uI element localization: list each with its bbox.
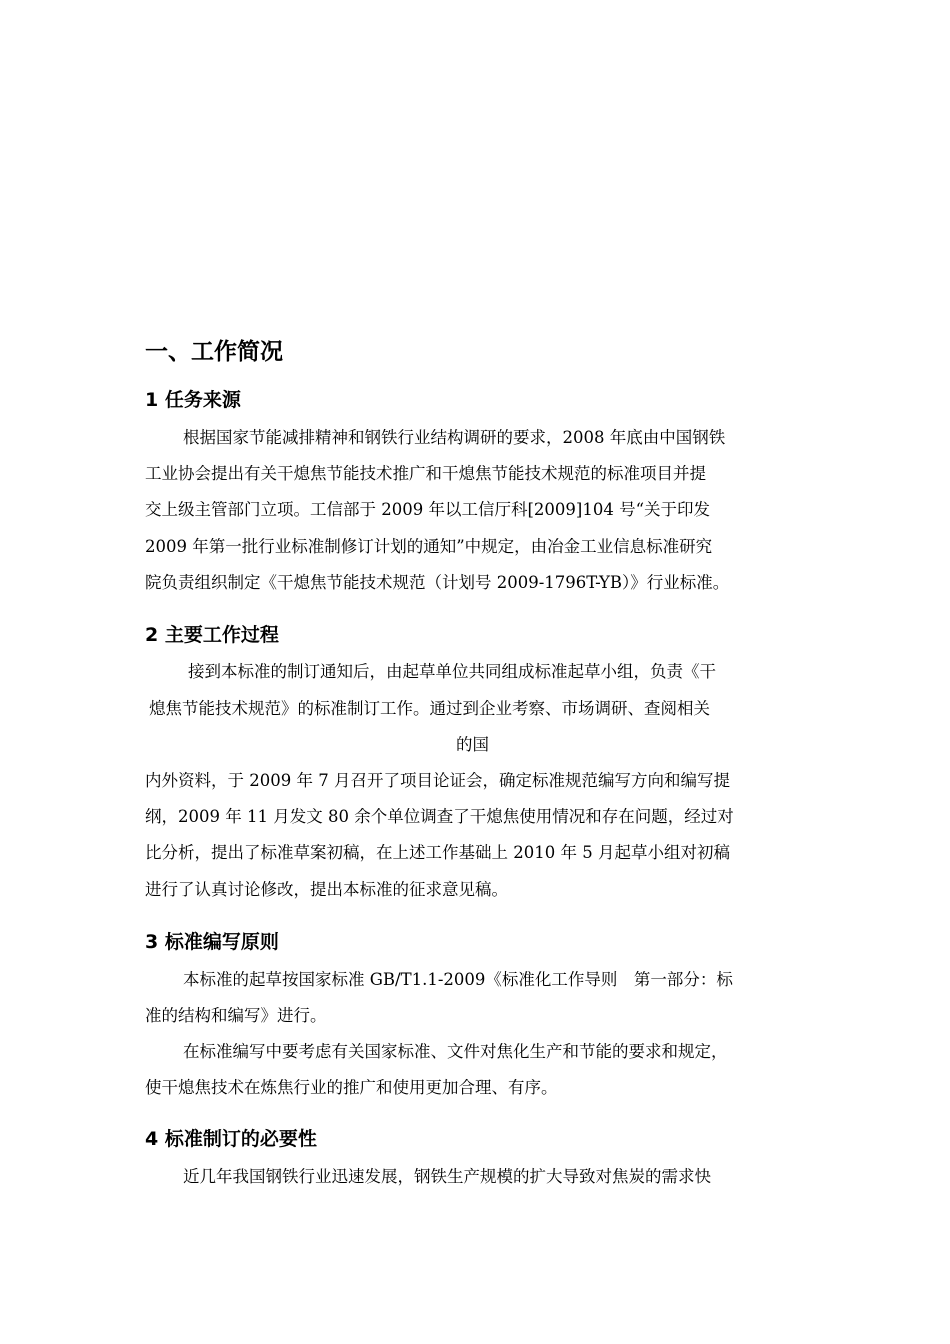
paragraph-line: 的国 bbox=[456, 735, 489, 754]
paragraph-line: 在标准编写中要考虑有关国家标准、文件对焦化生产和节能的要求和规定， bbox=[183, 1042, 728, 1061]
paragraph-line: 使干熄焦技术在炼焦行业的推广和使用更加合理、有序。 bbox=[145, 1078, 558, 1097]
paragraph-line: 交上级主管部门立项。工信部于 2009 年以工信厅科[2009]104 号“关于印发 bbox=[145, 500, 711, 519]
paragraph-line: 纲，2009 年 11 月发文 80 余个单位调查了干熄焦使用情况和存在问题，经过对 bbox=[145, 807, 734, 826]
paragraph-line: 工业协会提出有关干熄焦节能技术推广和干熄焦节能技术规范的标准项目并提 bbox=[145, 464, 706, 483]
subsection-title-task-source: 1 任务来源 bbox=[145, 389, 241, 411]
paragraph-line: 接到本标准的制订通知后，由起草单位共同组成标准起草小组，负责《干 bbox=[188, 662, 716, 681]
paragraph-line: 院负责组织制定《干熄焦节能技术规范（计划号 2009-1796T-YB）》行业标准。 bbox=[145, 573, 730, 592]
paragraph-line: 准的结构和编写》进行。 bbox=[145, 1006, 327, 1025]
paragraph-line: 近几年我国钢铁行业迅速发展，钢铁生产规模的扩大导致对焦炭的需求快 bbox=[183, 1167, 711, 1186]
paragraph-line: 比分析，提出了标准草案初稿，在上述工作基础上 2010 年 5 月起草小组对初稿 bbox=[145, 843, 730, 862]
section-heading: 一、工作简况 bbox=[145, 339, 283, 365]
paragraph-line: 根据国家节能减排精神和钢铁行业结构调研的要求，2008 年底由中国钢铁 bbox=[183, 428, 726, 447]
subsection-title-principles: 3 标准编写原则 bbox=[145, 931, 279, 953]
paragraph-line: 内外资料，于 2009 年 7 月召开了项目论证会，确定标准规范编写方向和编写提 bbox=[145, 771, 730, 790]
paragraph-line: 本标准的起草按国家标准 GB/T1.1-2009《标准化工作导则 第一部分：标 bbox=[183, 970, 733, 989]
subsection-title-necessity: 4 标准制订的必要性 bbox=[145, 1128, 317, 1150]
subsection-title-work-process: 2 主要工作过程 bbox=[145, 624, 279, 646]
paragraph-line: 进行了认真讨论修改，提出本标准的征求意见稿。 bbox=[145, 880, 508, 899]
paragraph-line: 2009 年第一批行业标准制修订计划的通知”中规定，由冶金工业信息标准研究 bbox=[145, 537, 713, 556]
paragraph-line: 熄焦节能技术规范》的标准制订工作。通过到企业考察、市场调研、查阅相关 bbox=[149, 699, 710, 718]
